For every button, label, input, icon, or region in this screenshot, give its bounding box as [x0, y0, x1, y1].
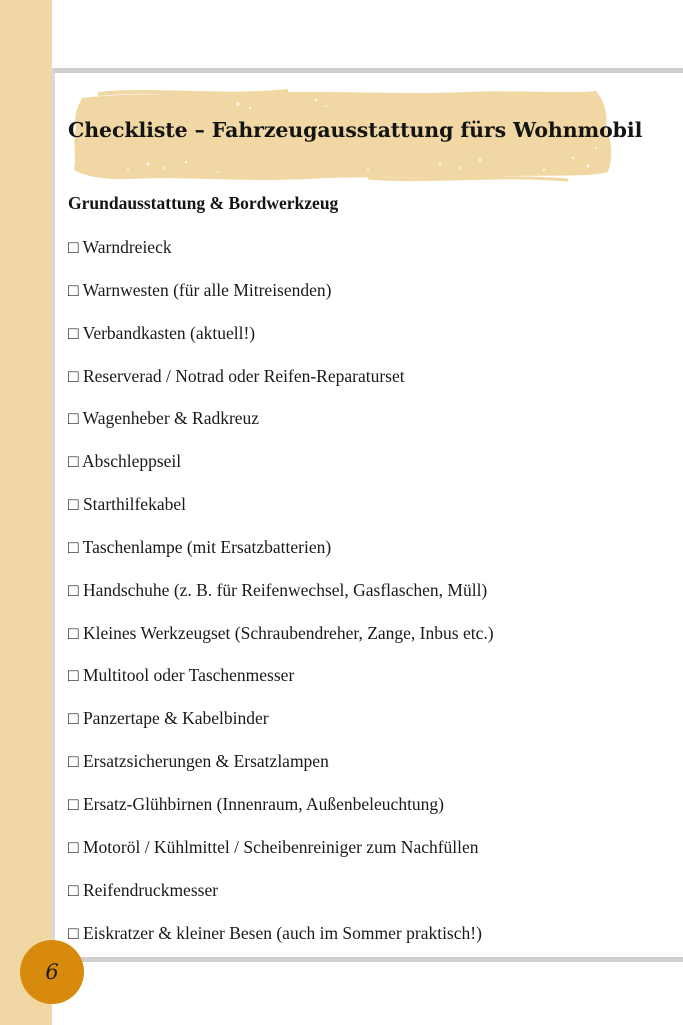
checklist-item[interactable] — [68, 622, 494, 665]
checklist-item[interactable] — [68, 493, 494, 536]
checklist-item[interactable] — [68, 793, 494, 836]
checklist-item[interactable] — [68, 407, 494, 450]
checkbox-glyph: □ — [68, 494, 79, 515]
checkbox-glyph: □ — [68, 922, 79, 943]
page-title: Checkliste – Fahrzeugausstattung fürs Wohnmobil — [68, 118, 643, 142]
checklist-item[interactable] — [68, 707, 494, 750]
checklist-item[interactable] — [68, 279, 494, 322]
checkbox-glyph: □ — [68, 708, 79, 729]
checklist-item-label: Wagenheber & Radkreuz — [82, 408, 260, 429]
checkbox-glyph: □ — [68, 279, 79, 300]
checklist-item[interactable] — [68, 450, 494, 493]
checkbox-glyph: □ — [68, 237, 79, 257]
checkbox-glyph: □ — [68, 322, 79, 343]
checkbox-glyph: □ — [68, 579, 79, 600]
checklist-item-label: Ersatzsicherungen & Ersatzlampen — [82, 751, 329, 772]
checklist-item[interactable] — [68, 836, 494, 879]
checklist-item-label: Warnwesten (für alle Mitreisenden) — [82, 279, 332, 300]
checklist-item[interactable] — [68, 365, 494, 408]
checklist-item-label: Reifendruckmesser — [82, 879, 219, 900]
checklist-item-label: Warndreieck — [82, 237, 172, 257]
checklist-item-label: Ersatz-Glühbirnen (Innenraum, Außenbeleuchtung) — [82, 793, 445, 814]
checklist-item-label: Handschuhe (z. B. für Reifenwechsel, Gasflaschen, Müll) — [82, 579, 488, 600]
checkbox-glyph: □ — [68, 665, 79, 686]
checklist-item-label: Kleines Werkzeugset (Schraubendreher, Zange, Inbus etc.) — [82, 622, 494, 643]
checkbox-glyph: □ — [68, 793, 79, 814]
checklist-item[interactable] — [68, 750, 494, 793]
checkbox-glyph: □ — [68, 536, 79, 557]
checkbox-glyph: □ — [68, 836, 79, 857]
checklist-item-label: Abschleppseil — [82, 451, 182, 472]
checklist-item[interactable] — [68, 322, 494, 365]
left-decorative-band — [0, 0, 52, 1025]
checklist-item[interactable] — [68, 664, 494, 707]
checkbox-glyph: □ — [68, 408, 79, 429]
checkbox-glyph: □ — [68, 622, 79, 643]
checkbox-glyph: □ — [68, 365, 79, 386]
checklist-item[interactable] — [68, 236, 494, 279]
checklist-item-label: Verbandkasten (aktuell!) — [82, 322, 256, 343]
checklist-item-label: Eiskratzer & kleiner Besen (auch im Sommer praktisch!) — [82, 922, 482, 943]
checklist-item-label: Taschenlampe (mit Ersatzbatterien) — [82, 536, 332, 557]
checklist-item-label: Reserverad / Notrad oder Reifen-Reparaturset — [82, 365, 405, 386]
checklist-item[interactable] — [68, 536, 494, 579]
checklist-item-label: Motoröl / Kühlmittel / Scheibenreiniger zum Nachfüllen — [82, 836, 479, 857]
checkbox-glyph: □ — [68, 879, 79, 900]
checklist — [68, 236, 494, 964]
checkbox-glyph: □ — [68, 451, 79, 472]
page-number-badge — [20, 940, 84, 1004]
page-number: 6 — [45, 960, 59, 984]
checkbox-glyph: □ — [68, 751, 79, 772]
checklist-item[interactable] — [68, 579, 494, 622]
checklist-item-label: Starthilfekabel — [82, 494, 186, 515]
checklist-item[interactable] — [68, 922, 494, 965]
checklist-item-label: Panzertape & Kabelbinder — [82, 708, 269, 729]
checklist-item[interactable] — [68, 879, 494, 922]
checklist-item-label: Multitool oder Taschenmesser — [82, 665, 295, 686]
section-heading: Grundausstattung & Bordwerkzeug — [68, 193, 339, 213]
